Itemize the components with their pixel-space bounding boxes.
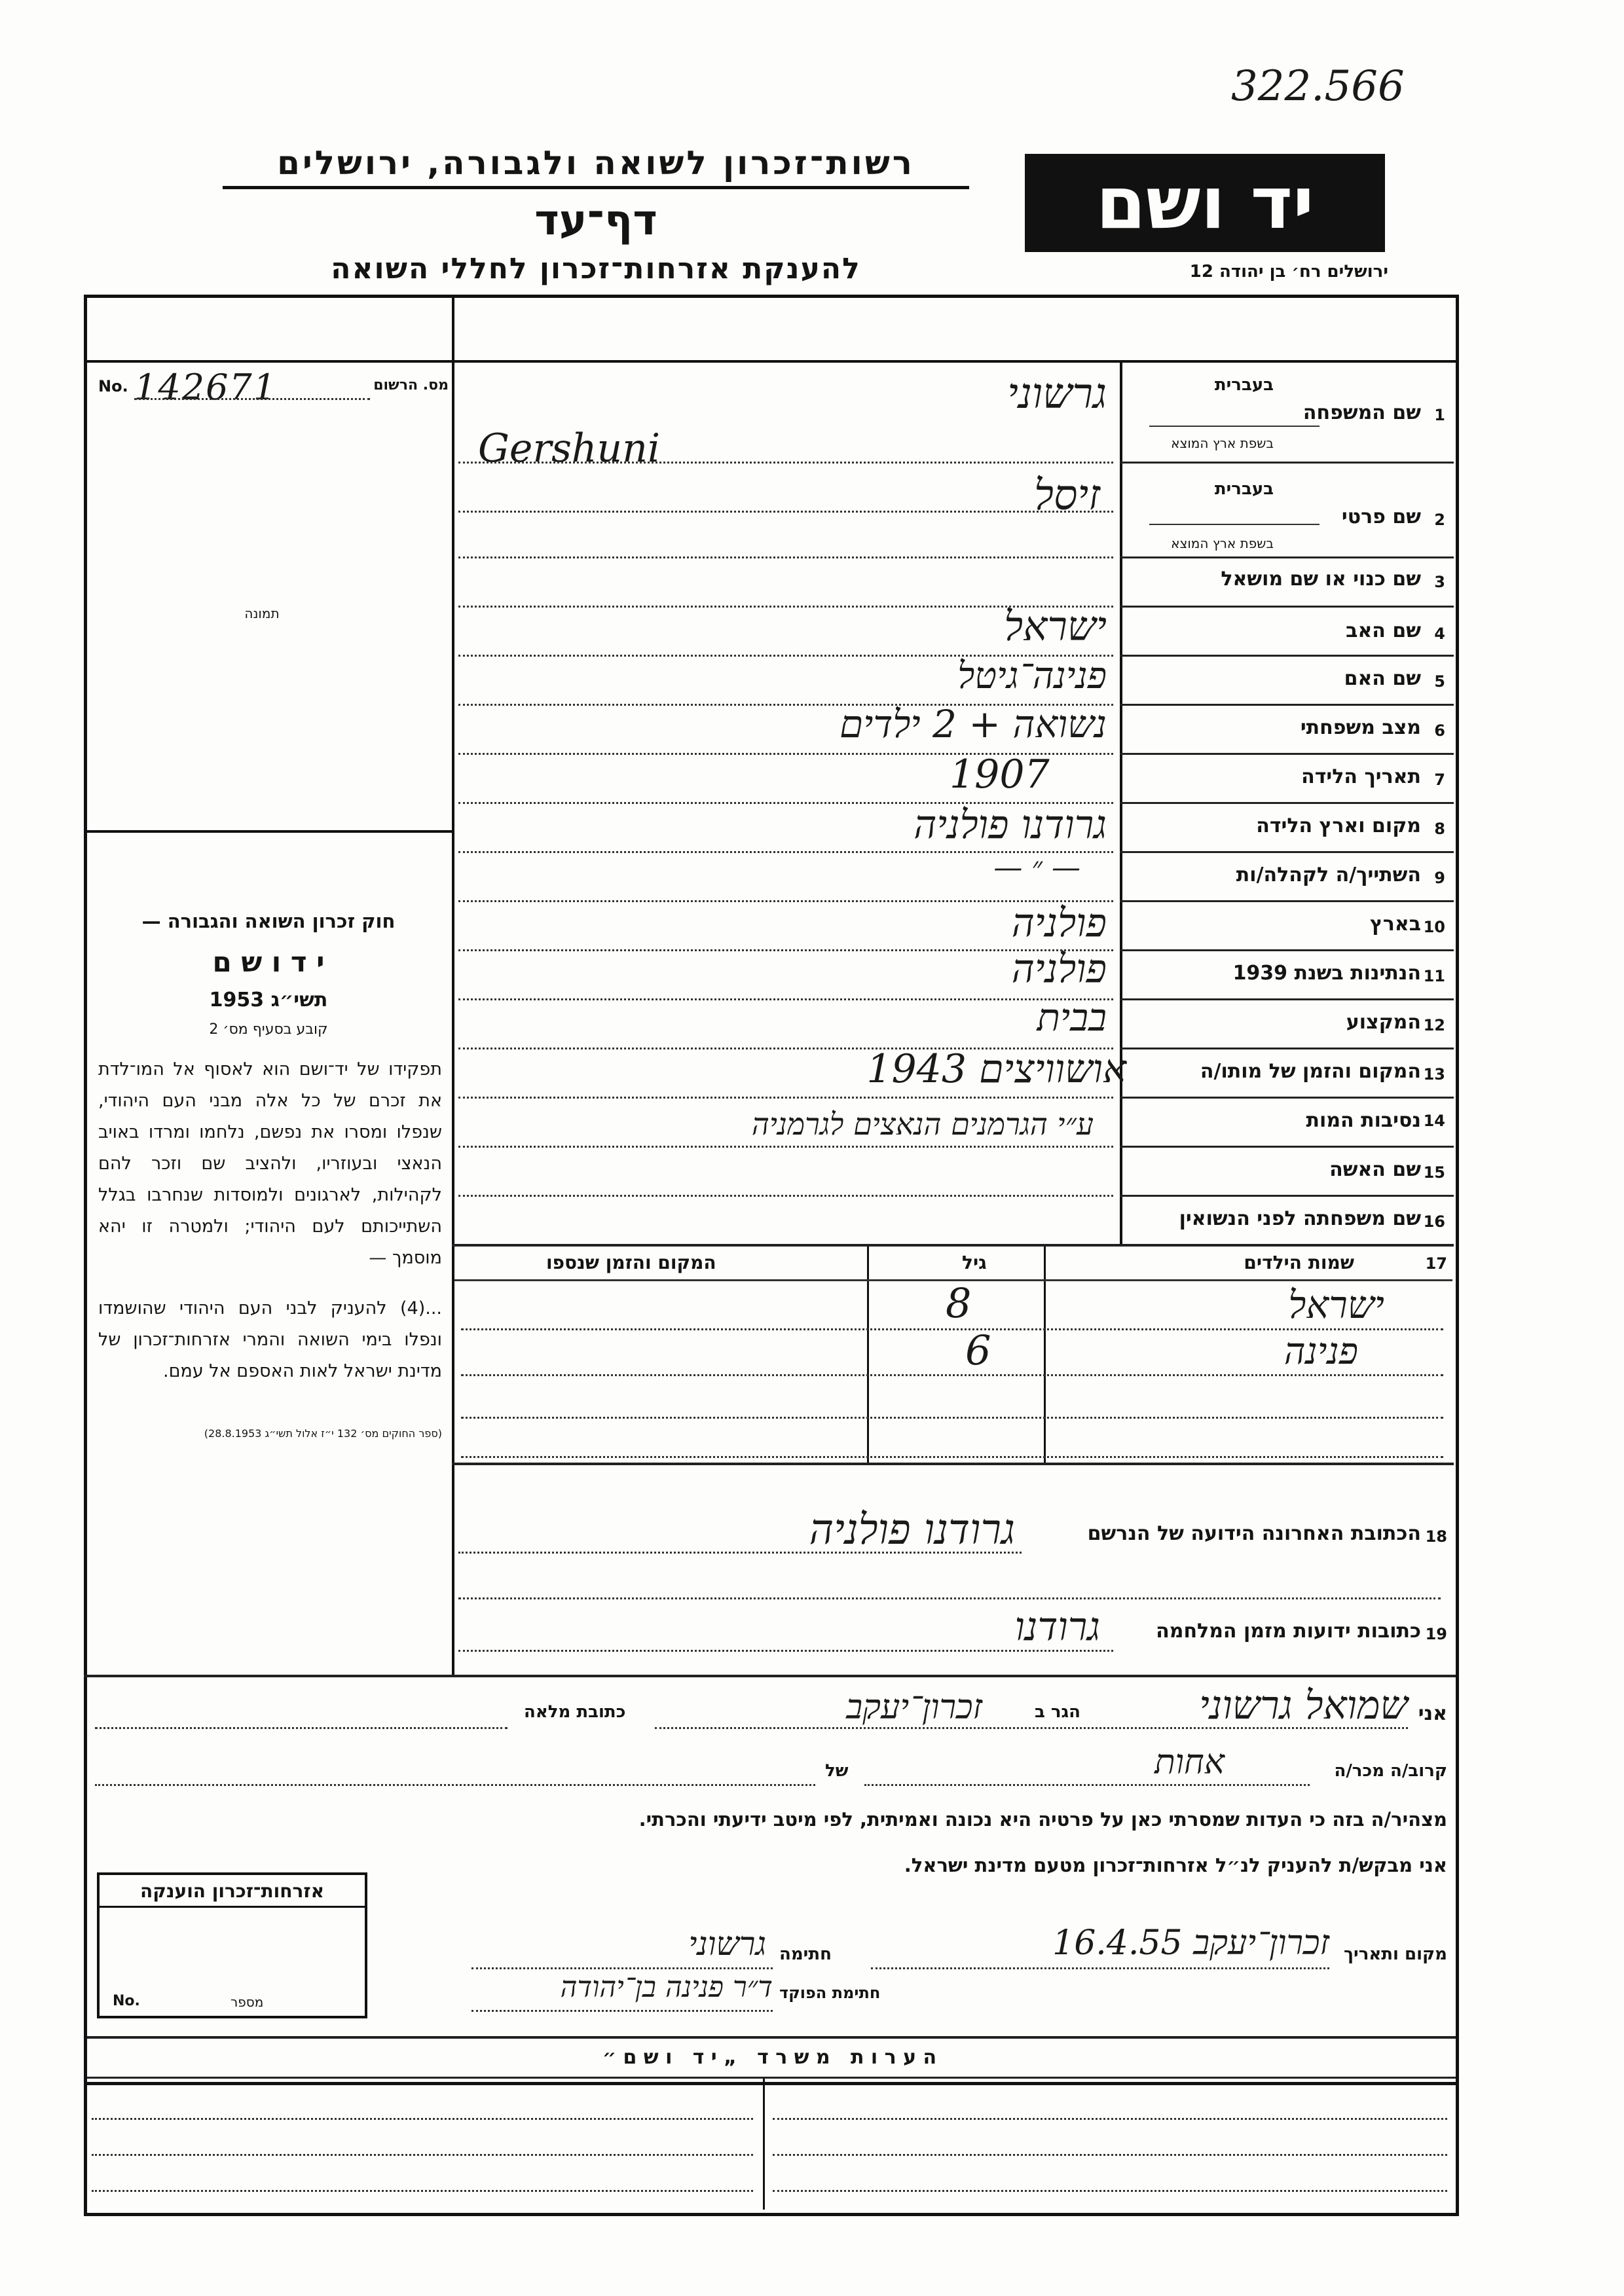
community-value: — ״ —	[993, 851, 1080, 884]
profession-value: בבית	[1037, 995, 1107, 1040]
field-label: שם האשה	[1329, 1158, 1421, 1181]
field-number: 14	[1423, 1112, 1445, 1130]
death-place-value: אושוויצים 1943	[866, 1046, 1126, 1092]
decl-ani: אני	[1418, 1702, 1447, 1725]
field-death-circumstances	[1123, 1100, 1450, 1146]
field-sub-hebrew: בעברית	[1214, 479, 1274, 499]
field-label: שם כנוי או שם מושאל	[1221, 568, 1421, 591]
field-number: 1	[1434, 406, 1445, 424]
children-col-names: שמות הילדים	[1244, 1252, 1354, 1273]
field-label: המקצוע	[1346, 1011, 1421, 1034]
field-number: 18	[1425, 1527, 1447, 1546]
field-nickname	[1123, 560, 1450, 606]
photo-box-divider	[84, 830, 452, 833]
children-col-age: גיל	[962, 1252, 987, 1273]
form-top-band	[84, 295, 1456, 363]
field-number: 19	[1425, 1625, 1447, 1643]
decl-of-label: של	[825, 1761, 849, 1781]
surname-latin-value: Gershuni	[478, 426, 661, 471]
registration-number	[98, 367, 449, 408]
field-label: השתייך/ה לקהלה/ות	[1236, 864, 1421, 886]
registration-heb-label: מס. הרשום	[373, 377, 449, 393]
office-notes-frame	[84, 2036, 1459, 2216]
field-label: מצב משפחתי	[1300, 716, 1421, 739]
field-mother-name	[1123, 658, 1450, 704]
field-number: 8	[1434, 820, 1445, 838]
registration-value: 142671	[134, 367, 278, 408]
last-known-address	[458, 1470, 1447, 1575]
decl-statement-1: מצהיר/ה בזה כי העדות שמסרתי כאן על פרטיה היא נכונה ואמיתית, לפי מיטב ידיעתי והכרתי.	[638, 1808, 1447, 1831]
birth-place-value: גרודנו פולניה	[913, 802, 1107, 848]
nationality-value: פולניה	[1011, 946, 1107, 992]
field-label: שם האב	[1346, 619, 1421, 642]
yad-vashem-logo	[1025, 154, 1385, 252]
war-address-label: כתובות ידועות מזמן המלחמה	[1156, 1620, 1421, 1643]
decl-signature-label: חתימה	[779, 1944, 832, 1964]
last-address-label: הכתובת האחרונה הידועה של הנרשם	[1087, 1522, 1421, 1545]
child-age: 8	[946, 1279, 972, 1327]
child-name: פנינה	[1283, 1330, 1358, 1373]
field-number: 11	[1423, 967, 1445, 985]
mother-name-value: פנינה־גיטל	[957, 655, 1107, 697]
first-name-value: זיסל	[1034, 471, 1100, 520]
surname-hebrew-value: גרשוני	[1007, 370, 1107, 418]
decl-statement-2: אני מבקש/ת להעניק לנ״ל אזרחות־זכרון מטעם מדינת ישראל.	[904, 1854, 1447, 1876]
field-maiden-name	[1123, 1198, 1450, 1244]
decl-relative-label: קרוב/ה מכר/ה	[1334, 1761, 1447, 1781]
decl-official-label: חתימת הפוקד	[779, 1984, 881, 2002]
field-profession	[1123, 1002, 1450, 1048]
last-address-value: גרודנו פולניה	[809, 1506, 1015, 1554]
left-panel-divider	[452, 295, 454, 1676]
field-number: 12	[1423, 1016, 1445, 1034]
field-father-name	[1123, 609, 1450, 655]
law-clause: קובע בסעיף מס׳ 2	[209, 1021, 328, 1038]
field-number: 4	[1434, 625, 1445, 643]
field-number: 9	[1434, 869, 1445, 887]
field-number: 5	[1434, 672, 1445, 691]
field-label: נסיבות המות	[1306, 1109, 1421, 1132]
law-paragraph-1: תפקידו של יד־ושם הוא לאסוף אל המו־לדת את זכרם של כל אלה מבני העם היהודי, שנפלו ומסרו את נפשם, נלחמו ומרדו באויב הנאצי ובעוזריו, ולהציב שם וזכר להם לקהילות, לארגונים ולמוסדות שנחרבו בגלל השתייכותם לעם היהודי; ולמטרה זו יהא מוסמך —	[98, 1059, 442, 1268]
wartime-address	[458, 1597, 1447, 1669]
law-title: חוק זכרון השואה והגבורה —	[141, 910, 396, 932]
decl-relative-value: אחות	[1154, 1743, 1225, 1782]
field-number: 3	[1434, 573, 1445, 591]
field-label: הנתינות בשנת 1939	[1232, 962, 1421, 985]
field-sub-hebrew: בעברית	[1214, 375, 1274, 395]
citizenship-granted-box	[97, 1872, 367, 2018]
field-number: 13	[1423, 1065, 1445, 1084]
children-col-place: המקום והזמן שנספו	[546, 1252, 716, 1273]
authority-name: רשות־זכרון לשואה ולגבורה, ירושלים	[223, 144, 969, 189]
field-first-name	[1123, 465, 1450, 556]
form-subtitle: להענקת אזרחות־זכרון לחללי השואה	[331, 252, 861, 285]
decl-place-date-value: זכרון־יעקב 16.4.55	[1052, 1923, 1329, 1963]
law-name: י ד ו ש ם	[212, 946, 325, 978]
decl-place-date-label: מקום ותאריך	[1344, 1944, 1447, 1964]
field-marital-status	[1123, 707, 1450, 753]
child-name: ישראל	[1288, 1283, 1384, 1327]
field-number: 7	[1434, 771, 1445, 789]
field-sub-origin: בשפת ארץ המוצא	[1171, 536, 1274, 551]
field-label: בארץ	[1369, 913, 1421, 936]
office-notes-title: ה ע ר ו ת מ ש ר ד „ י ד ו ש ם ״	[602, 2046, 937, 2069]
organization-address: ירושלים רח׳ בן יהודה 12	[1189, 262, 1388, 282]
field-birth-date	[1123, 756, 1450, 802]
form-title: דף־עד	[534, 196, 657, 245]
field-country	[1123, 903, 1450, 949]
field-number: 15	[1423, 1163, 1445, 1182]
father-name-value: ישראל	[1004, 602, 1107, 650]
field-number: 6	[1434, 721, 1445, 740]
field-label: מקום וארץ הלידה	[1256, 814, 1421, 837]
marital-status-value: נשואה + 2 ילדים	[839, 702, 1107, 746]
children-table	[454, 1247, 1452, 1463]
field-number: 2	[1434, 511, 1445, 529]
field-label: המקום והזמן של מותו/ה	[1200, 1060, 1421, 1083]
field-number: 16	[1423, 1212, 1445, 1231]
field-birth-place	[1123, 805, 1450, 851]
decl-resides-label: הגר ב	[1034, 1702, 1080, 1722]
war-address-value: גרודנו	[1014, 1604, 1100, 1650]
decl-full-address-label: כתובת מלאה	[524, 1702, 626, 1722]
field-number: 10	[1423, 918, 1445, 936]
logo-text: יד ושם	[1096, 161, 1314, 245]
decl-official-value: ד״ר פנינה בן־יהודה	[560, 1971, 773, 2004]
declarant-name: שמואל גרשוני	[1199, 1683, 1408, 1728]
citizenship-no-label: No.	[113, 1993, 140, 2009]
law-paragraph-2: ...(4) להעניק לבני העם היהודי שהושמדו ונפלו בימי השואה והמרי אזרחות־זכרון של מדינת ישראל לאות האספם אל עמם.	[98, 1298, 442, 1381]
field-label: תאריך הלידה	[1301, 765, 1421, 788]
country-value: פולניה	[1011, 900, 1107, 946]
birth-date-value: 1907	[950, 752, 1050, 797]
field-surname	[1123, 363, 1450, 462]
field-death-place-time	[1123, 1051, 1450, 1097]
file-number: 322.566	[1231, 62, 1405, 111]
field-label: שם משפחתה לפני הנשואין	[1179, 1207, 1421, 1230]
field-number: 17	[1425, 1254, 1447, 1273]
citizenship-box-title: אזרחות־זכרון הוענקה	[100, 1880, 365, 1908]
field-sub-origin: בשפת ארץ המוצא	[1171, 435, 1274, 451]
law-year: תשי״ג 1953	[209, 989, 328, 1011]
photo-label: תמונה	[244, 606, 280, 621]
field-label: שם המשפחה	[1302, 401, 1421, 424]
decl-signature-value: גרשוני	[688, 1925, 766, 1963]
field-community	[1123, 854, 1450, 900]
law-footnote: (ספר החוקים מס׳ 132 י״ז אלול תשי״ג 28.8.1953)	[204, 1427, 442, 1440]
death-circumstances-value: ע״י הגרמנים הנאצים לגרמניה	[751, 1106, 1094, 1142]
citizenship-heb-no: מספר	[231, 1994, 264, 2010]
child-age: 6	[965, 1326, 991, 1374]
decl-resides-value: זכרון־יעקב	[846, 1688, 982, 1727]
field-nationality-1939	[1123, 953, 1450, 998]
field-label: שם האם	[1344, 667, 1421, 690]
field-wife-name	[1123, 1149, 1450, 1195]
field-label: שם פרטי	[1341, 505, 1421, 528]
registration-no-label: No.	[98, 377, 128, 395]
